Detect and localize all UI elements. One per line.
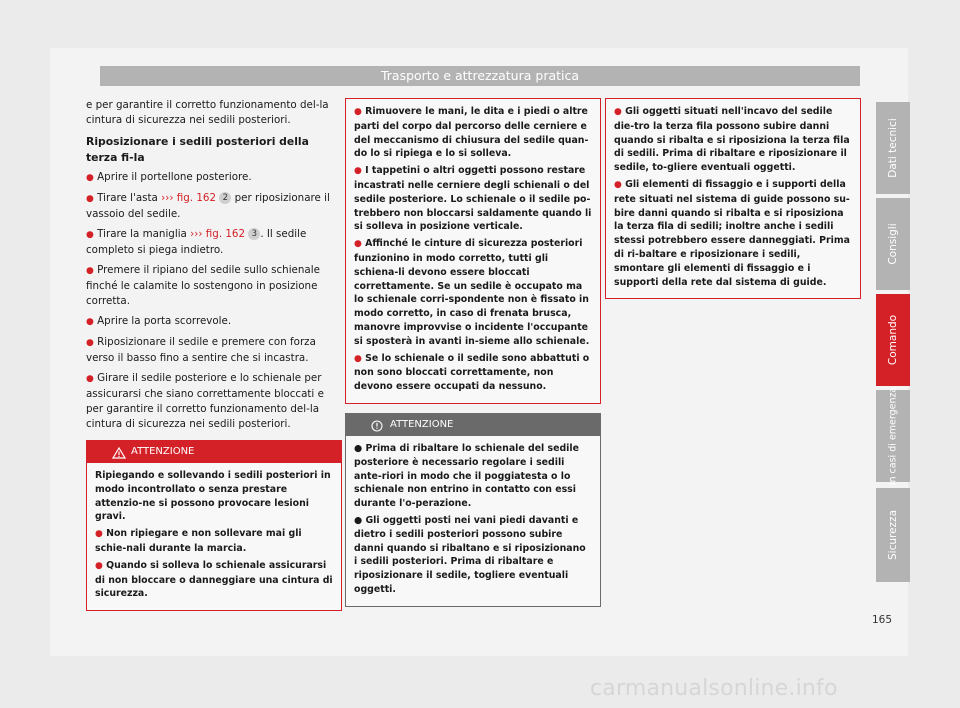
step-6: ● Riposizionare il sedile e premere con forza verso il basso fino a sentire che si incastra.: [86, 336, 316, 364]
warning-item: ● I tappetini o altri oggetti possono restare incastrati nelle cerniere degli schienali o del sedile posteriore. Lo schienale o il sedile po-trebbero non bloccarsi saldamente quando li si solleva in posizione verticale.: [354, 165, 592, 233]
warning-item: ● Gli oggetti situati nell'incavo del sedile die-tro la terza fila possono subire danni quando si ribalta e si riposiziona la terza fila di sedili. Prima di ribaltare e riposizionare il sedile, to-gliere eventuali oggetti.: [614, 106, 850, 174]
step-5: ● Aprire la porta scorrevole.: [86, 315, 232, 327]
info-circle-icon: [371, 419, 383, 441]
warning-item: ● Quando si solleva lo schienale assicurarsi di non bloccare o danneggiare una cintura di sicurezza.: [95, 559, 333, 600]
bullet-icon: ●: [86, 173, 94, 183]
column-1: [86, 98, 342, 437]
callout-number: 2: [219, 192, 231, 204]
figure-link[interactable]: fig. 162: [176, 192, 217, 204]
step-1: ● Aprire il portellone posteriore.: [86, 171, 252, 183]
page-number: 165: [872, 614, 893, 626]
notice-item: ● Gli oggetti posti nei vani piedi davanti e dietro i sedili posteriori possono subire danni quando si ribaltano e si riposizionano i sedili posteriori. Prima di ribaltare e riposizionare il sedile, togliere eventuali oggetti.: [354, 514, 586, 595]
warning-header: ATTENZIONE: [87, 441, 341, 463]
bullet-icon: ●: [86, 230, 94, 240]
warning-body: Ripiegando e sollevando i sedili posteriori in modo incontrollato o senza prestare attenzio-ne si possono provocare lesioni gravi. ● Non ripiegare e non sollevare mai gli schie-nali durante la marcia. ● Quando si solleva lo schienale assicurarsi di non bloccare o danneggiare una cintura di sicurezza.: [95, 470, 333, 600]
step-7: ● Girare il sedile posteriore e lo schienale per assicurarsi che siano correttamente bloccati e per garantire il corretto funzionamento del-la cintura di sicurezza nei sedili posteriori.: [86, 372, 324, 430]
callout-number: 3: [248, 228, 260, 240]
step-3: ● Tirare la maniglia ››› fig. 162 3 . Il sedile completo si piega indietro.: [86, 228, 307, 256]
watermark: carmanualsonline.info: [590, 676, 838, 701]
tab-comando[interactable]: Comando: [876, 294, 910, 386]
step-4: ● Premere il ripiano del sedile sullo schienale finché le calamite lo sostengono in posizione corretta.: [86, 264, 320, 307]
warning-item: ● Non ripiegare e non sollevare mai gli schie-nali durante la marcia.: [95, 528, 302, 554]
step-2: ● Tirare l'asta ››› fig. 162 2 per riposizionare il vassoio del sedile.: [86, 192, 330, 220]
page-header: Trasporto e attrezzatura pratica: [100, 66, 860, 86]
tab-sicurezza[interactable]: Sicurezza: [876, 488, 910, 582]
bullet-icon: ●: [86, 374, 94, 384]
tab-consigli[interactable]: Consigli: [876, 198, 910, 290]
arrow-icon: ›››: [190, 228, 203, 240]
notice-header: ATTENZIONE: [346, 414, 600, 436]
notice-item: ● Prima di ribaltare lo schienale del sedile posteriore è necessario regolare i sedili ante-riori in modo che il poggiatesta o lo schienale non entrino in contatto con essi durante l'o-perazione.: [354, 443, 579, 510]
bullet-icon: ●: [86, 338, 94, 348]
warning-triangle-icon: [112, 446, 126, 468]
warning-item: ● Gli elementi di fissaggio e i supporti della rete situati nel sistema di guide possono su-bire danni quando si ribalta e si riposiziona la terza fila di sedili; inoltre anche i sedili stessi potrebbero essere danneggiati. Prima di ri-baltare e riposizionare i sedili, smontare gli elementi di fissaggio e i supporti della rete dal sistema di guide.: [614, 178, 850, 288]
intro-text: e per garantire il corretto funzionamento del-la cintura di sicurezza nei sedili posteriori.: [86, 99, 329, 126]
notice-box: [345, 413, 601, 607]
warning-body: [606, 99, 860, 298]
warning-item: ● Se lo schienale o il sedile sono abbattuti o non sono bloccati correttamente, non devono essere occupati da nessuno.: [354, 352, 590, 393]
notice-body: [346, 436, 600, 606]
arrow-icon: ›››: [161, 192, 174, 204]
warning-box-1: [86, 440, 342, 611]
bullet-icon: ●: [86, 317, 94, 327]
warning-body: [346, 99, 600, 403]
warning-item: ● Affinché le cinture di sicurezza posteriori funzionino in modo corretto, tutti gli schiena-li devono essere bloccati correttamente. Se un sedile è occupato ma lo schienale corri-spondente non è fissato in modo corretto, in caso di frenata brusca, manovre improvvise o incidente l'occupante si sposterà in avanti in-sieme allo schienale.: [354, 238, 590, 347]
figure-link[interactable]: fig. 162: [205, 228, 246, 240]
bullet-icon: ●: [86, 266, 94, 276]
tab-dati-tecnici[interactable]: Dati tecnici: [876, 102, 910, 194]
warning-box-column-3: [605, 98, 861, 299]
bullet-icon: ●: [86, 194, 94, 204]
tab-emergenza[interactable]: In casi di emergenza: [876, 390, 910, 482]
section-heading: Riposizionare i sedili posteriori della terza fi-la: [86, 135, 309, 164]
warning-box-continued: [345, 98, 601, 404]
warning-item: ● Rimuovere le mani, le dita e i piedi o altre parti del corpo dal percorso delle cerniere e del meccanismo di chiusura del sedile quan-do lo si ripiega e lo si solleva.: [354, 106, 589, 160]
